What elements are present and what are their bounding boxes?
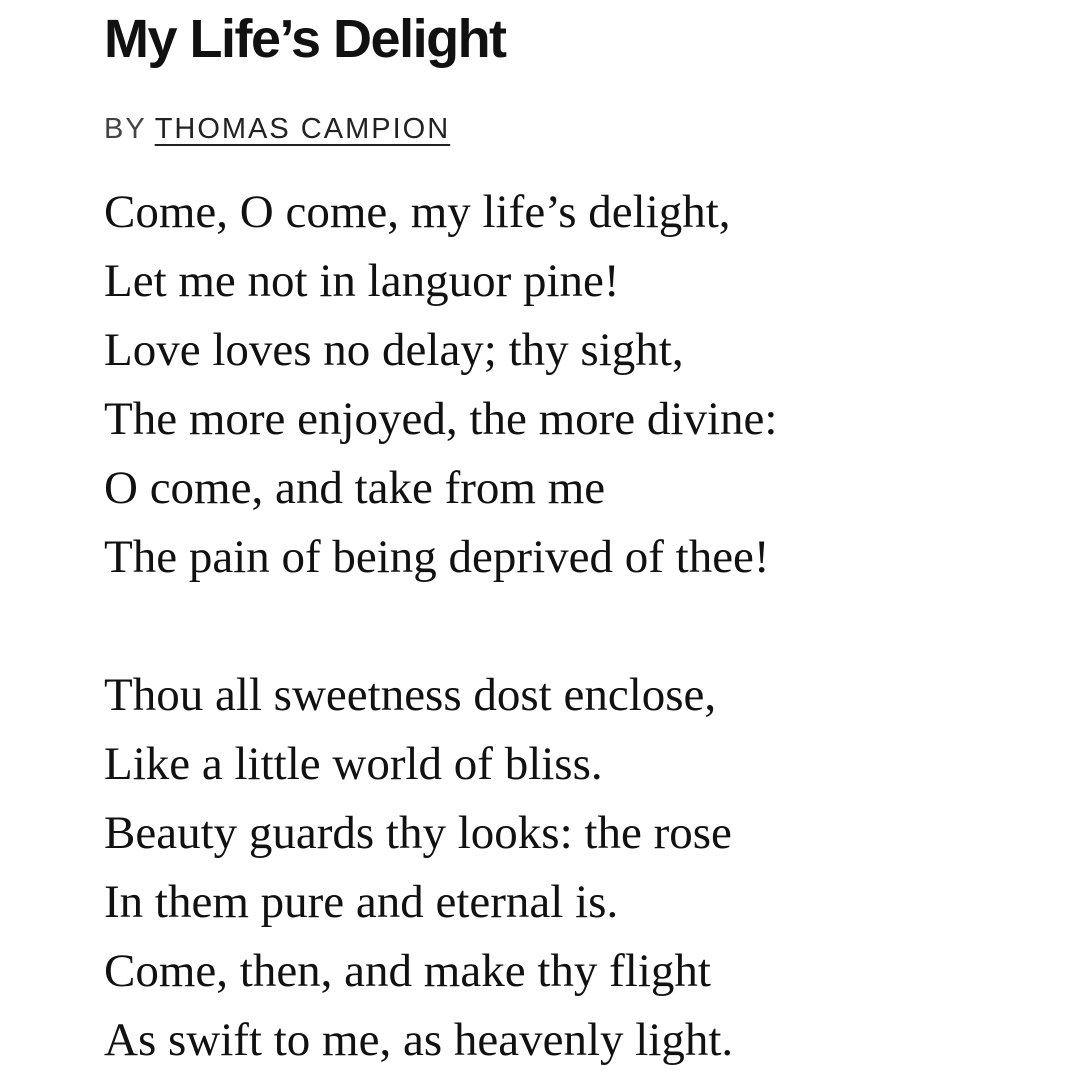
poem-line: Come, O come, my life’s delight, [104,186,731,238]
poem-line: Let me not in languor pine! [104,255,620,307]
poem-line: Thou all sweetness dost enclose, [104,669,717,721]
poem-line: The pain of being deprived of thee! [104,531,770,583]
poem-line: Beauty guards thy looks: the rose [104,807,732,859]
poem-title: My Life’s Delight [104,9,506,69]
poem-line: O come, and take from me [104,462,606,514]
poem-line: Love loves no delay; thy sight, [104,324,684,376]
poem-line: Come, then, and make thy flight [104,945,711,997]
poem-line: As swift to me, as heavenly light. [104,1014,734,1066]
poem-line: Like a little world of bliss. [104,738,603,790]
author-link[interactable]: THOMAS CAMPION [154,113,451,145]
poem-body [104,178,777,1075]
poem-line: The more enjoyed, the more divine: [104,393,778,445]
stanza [104,661,777,1075]
stanza [104,178,777,592]
poem-line: In them pure and eternal is. [104,876,619,928]
byline [104,112,450,147]
byline-prefix: BY [104,113,147,145]
